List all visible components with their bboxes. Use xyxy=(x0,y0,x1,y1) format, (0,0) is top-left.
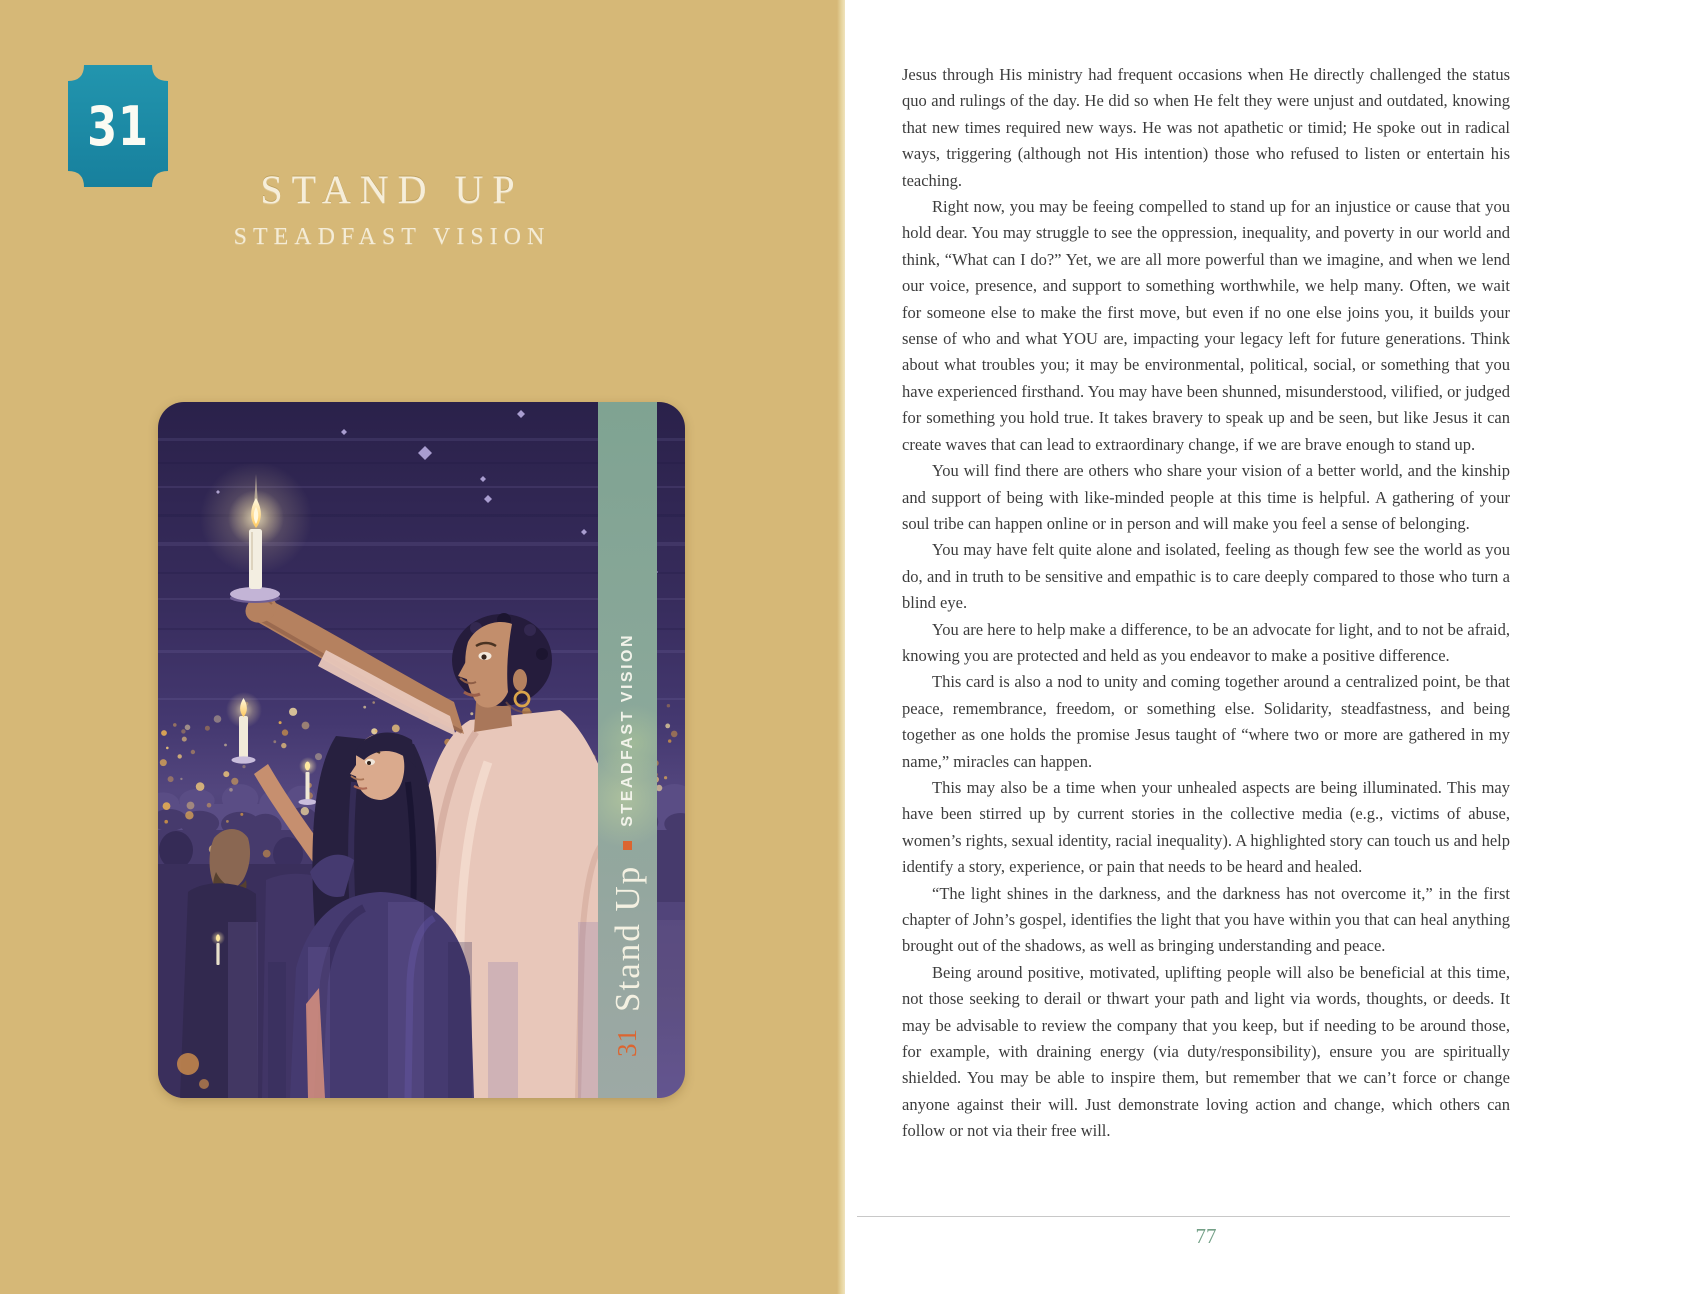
spine-card-number: 31 xyxy=(612,1028,642,1057)
paragraph: Being around positive, motivated, uplifting people will also be beneficial at this time, not those seeking to derail or thwart your path and light via words, thoughts, or deeds. It may be advisable to review the company that you keep, but if needing to be around those, for example, with draining energy (via duty/responsibility), ensure you are spiritually shielded. You may be able to inspire them, but remember that we can’t force or change anyone against their will. Just demonstrate loving action and change, which others can follow or not via their free will. xyxy=(902,962,1510,1141)
right-page xyxy=(845,0,1688,1294)
spine-card-subtitle: STEADFAST VISION xyxy=(618,632,636,827)
paragraph: You will find there are others who share your vision of a better world, and the kinship and support of being with like-minded people at this time is helpful. A gathering of your soul tribe can happen online or in person and will make you feel a sense of belonging. xyxy=(902,461,1510,533)
body-text xyxy=(902,62,1510,1145)
paragraph: “The light shines in the darkness, and the darkness has not overcome it,” in the first chapter of John’s gospel, identifies the light that you have within you that can heal anything brought out of the shadows, as well as bringing understanding and peace. xyxy=(902,883,1510,956)
chapter-subtitle: STEADFAST VISION xyxy=(233,224,551,250)
paragraph: You are here to help make a difference, to be an advocate for light, and to not be afraid, knowing you are protected and held as you endeavor to make a positive difference. xyxy=(902,619,1510,665)
spine-card-title: Stand Up xyxy=(607,864,647,1012)
paragraph: This card is also a nod to unity and coming together around a centralized point, be that peace, remembrance, freedom, or something else. Solidarity, steadfastness, and being together as one holds the promise Jesus taught of “where two or more are gathered in my name,” miracles can happen. xyxy=(902,672,1510,771)
page-number: 77 xyxy=(1195,1224,1217,1248)
badge-number: 31 xyxy=(87,94,149,158)
spine-bullet-icon xyxy=(623,841,632,850)
card-spine-text xyxy=(598,417,657,1057)
chapter-title: STAND UP xyxy=(260,167,524,212)
card-spine xyxy=(598,402,657,1098)
paragraph: Jesus through His ministry had frequent occasions when He directly challenged the status quo and rulings of the day. He did so when He felt they were unjust and outdated, knowing that new times required new ways. He was not apathetic or timid; He spoke out in radical ways, triggering (although not His intention) those who refused to listen or entertain his teaching. xyxy=(902,65,1510,190)
paragraph: Right now, you may be feeing compelled to stand up for an injustice or cause that you hold dear. You may struggle to see the oppression, inequality, and poverty in our world and think, “What can I do?” Yet, we are all more powerful than we imagine, and when we lend our voice, presence, and support to something worthwhile, we help many. Often, we wait for someone else to make the first move, but even if no one else joins you, it builds your sense of who and what YOU are, impacting your legacy left for future generations. Think about what troubles you; it may be environmental, political, social, or something that you have experienced firsthand. You may have been shunned, misunderstood, vilified, or judged for something you hold true. It takes bravery to speak up and be seen, but like Jesus it can create waves that can lead to extraordinary change, if we are brave enough to stand up. xyxy=(902,197,1510,454)
oracle-card xyxy=(158,402,685,1098)
footer-rule xyxy=(857,1216,1510,1217)
paragraph: You may have felt quite alone and isolated, feeling as though few see the world as you do, and in truth to be sensitive and empathic is to care deeply compared to those who turn a blind eye. xyxy=(902,540,1510,613)
paragraph: This may also be a time when your unhealed aspects are being illuminated. This may have been stirred up by current stories in the collective media (e.g., victims of abuse, women’s rights, sexual identity, racial inequality). A highlighted story can touch us and help identify a story, experience, or pain that needs to be heard and healed. xyxy=(902,777,1510,877)
